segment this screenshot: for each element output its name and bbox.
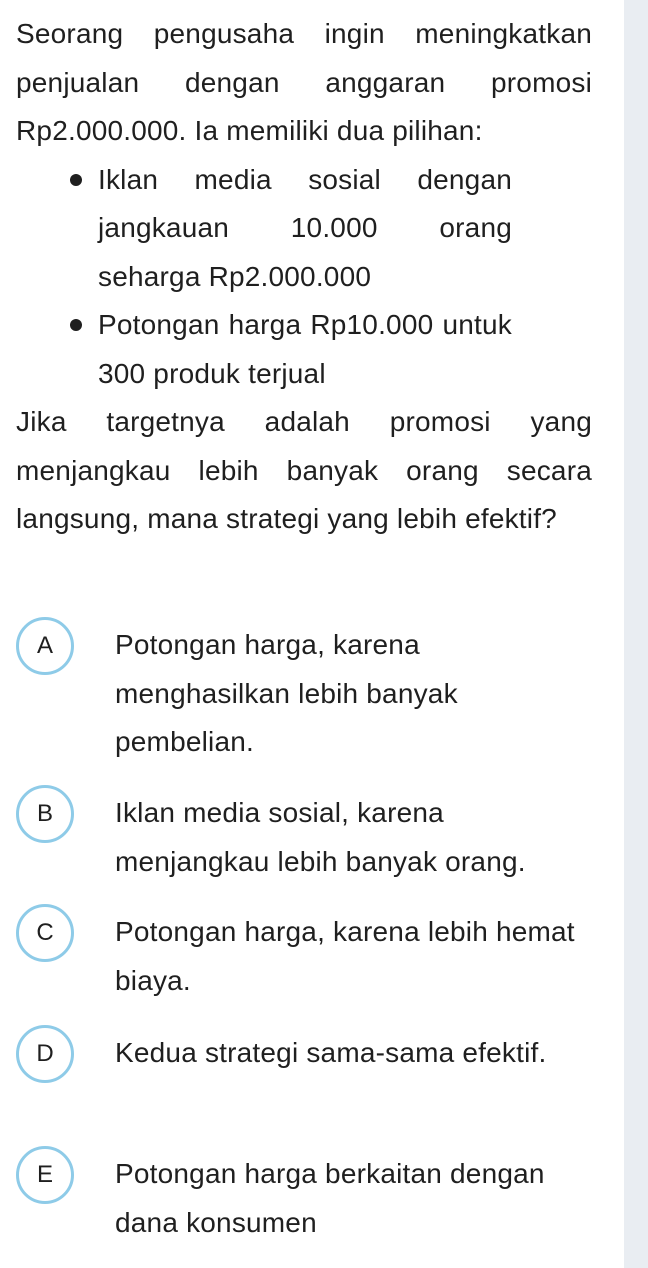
option-letter-badge[interactable]: E — [16, 1146, 74, 1204]
option-text[interactable]: Potongan harga, karena menghasilkan lebih banyak pembelian. — [115, 629, 458, 757]
option-text[interactable]: Potongan harga, karena lebih hemat biaya. — [115, 916, 575, 996]
choice-item — [16, 156, 512, 302]
option-letter-badge[interactable]: D — [16, 1025, 74, 1083]
choice-list — [16, 156, 592, 399]
option-letter-badge[interactable]: C — [16, 904, 74, 962]
scroll-rail — [624, 0, 648, 1268]
choice-text: Potongan harga Rp10.000 untuk 300 produk terjual — [98, 309, 512, 389]
question-intro: Seorang pengusaha ingin meningkatkan penjualan dengan anggaran promosi Rp2.000.000. Ia memiliki dua pilihan: — [16, 18, 592, 146]
question-prompt: Jika targetnya adalah promosi yang menjangkau lebih banyak orang secara langsung, mana strategi yang lebih efektif? — [16, 406, 592, 534]
option-letter-badge[interactable]: A — [16, 617, 74, 675]
question-body — [16, 10, 592, 544]
choice-text: Iklan media sosial dengan jangkauan 10.000 orang seharga Rp2.000.000 — [98, 163, 512, 292]
bullet-icon — [70, 174, 82, 186]
option-text[interactable]: Iklan media sosial, karena menjangkau lebih banyak orang. — [115, 797, 526, 877]
choice-item — [16, 301, 512, 398]
option-text[interactable]: Potongan harga berkaitan dengan dana konsumen — [115, 1158, 545, 1238]
bullet-icon — [70, 319, 82, 331]
option-text[interactable]: Kedua strategi sama-sama efektif. — [115, 1037, 547, 1068]
option-letter-badge[interactable]: B — [16, 785, 74, 843]
